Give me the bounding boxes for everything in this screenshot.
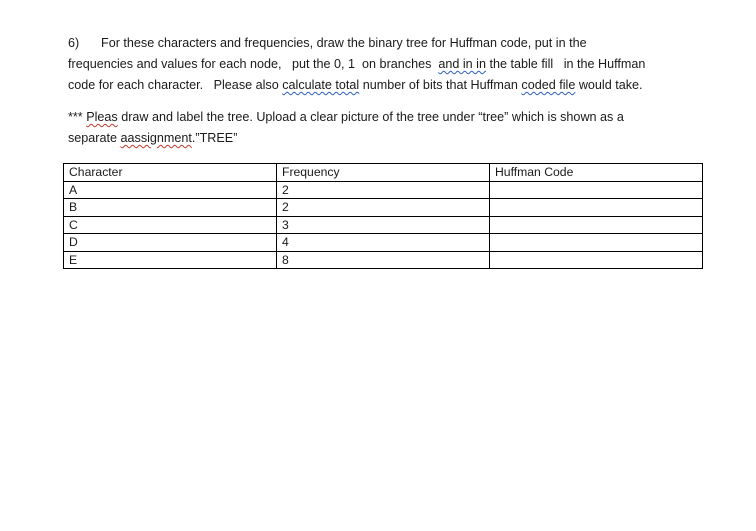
grammar-flag: and in in <box>438 57 486 71</box>
table-row <box>64 199 703 217</box>
table-row <box>64 216 703 234</box>
grammar-flag: coded file <box>521 78 576 92</box>
cell-huffman-code[interactable] <box>490 234 703 252</box>
cell-huffman-code[interactable] <box>490 251 703 269</box>
header-huffman-code: Huffman Code <box>490 164 703 182</box>
upload-note <box>68 107 708 149</box>
spelling-flag: Pleas <box>86 110 118 124</box>
note-line-1: *** Pleas draw and label the tree. Upload a clear picture of the tree under “tree” which is shown as a <box>68 110 624 124</box>
cell-huffman-code[interactable] <box>490 199 703 217</box>
cell-huffman-code[interactable] <box>490 216 703 234</box>
question-line-2: frequencies and values for each node, put the 0, 1 on branches and in in the table fill in the Huffman <box>68 57 646 71</box>
table-header-row <box>64 164 703 182</box>
cell-huffman-code[interactable] <box>490 181 703 199</box>
spelling-flag: aassignment <box>120 131 192 145</box>
cell-frequency: 4 <box>277 234 490 252</box>
cell-character: B <box>64 199 277 217</box>
cell-character: C <box>64 216 277 234</box>
cell-character: A <box>64 181 277 199</box>
cell-frequency: 2 <box>277 199 490 217</box>
question-number: 6) <box>68 36 80 50</box>
grammar-flag: calculate total <box>282 78 360 92</box>
table-row <box>64 181 703 199</box>
cell-frequency: 3 <box>277 216 490 234</box>
header-character: Character <box>64 164 277 182</box>
table-row <box>64 234 703 252</box>
question-line-3: code for each character. Please also calculate total number of bits that Huffman coded file would take. <box>68 78 643 92</box>
cell-character: D <box>64 234 277 252</box>
question-text <box>68 33 708 96</box>
table-row <box>64 251 703 269</box>
huffman-table <box>63 163 703 269</box>
cell-character: E <box>64 251 277 269</box>
question-line-1: 6) For these characters and frequencies, draw the binary tree for Huffman code, put in the <box>68 33 708 54</box>
cell-frequency: 8 <box>277 251 490 269</box>
cell-frequency: 2 <box>277 181 490 199</box>
header-frequency: Frequency <box>277 164 490 182</box>
note-line-2: separate aassignment.”TREE” <box>68 131 238 145</box>
